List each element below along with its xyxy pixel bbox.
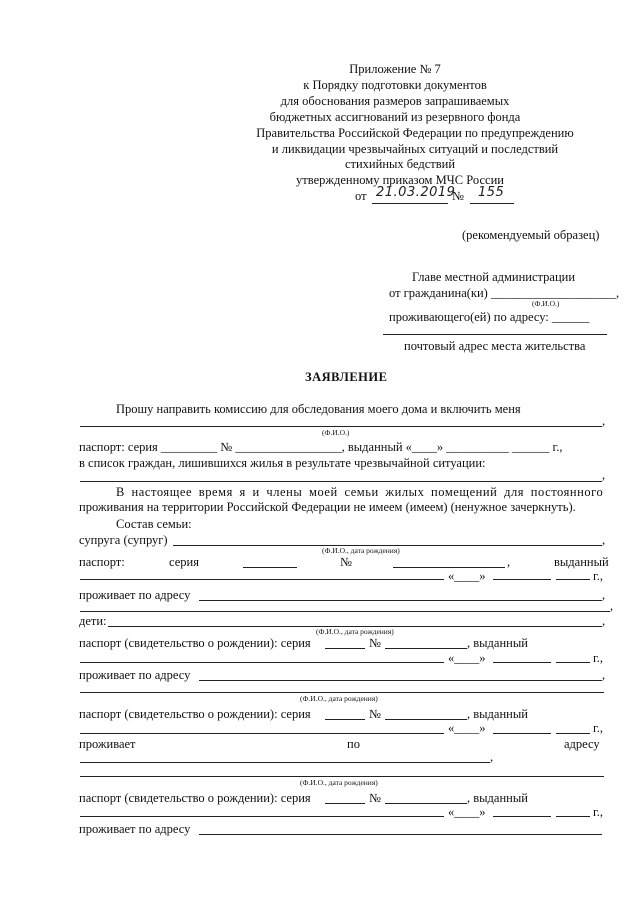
number-label: № xyxy=(340,555,352,569)
lives-at-label: проживает по адресу xyxy=(79,588,191,602)
statement-line-2: проживания на территории Российской Федерации не имеем (имеем) (ненужное зачеркнуть). xyxy=(79,500,576,514)
comma: , xyxy=(602,468,606,482)
series-line xyxy=(325,803,365,804)
date-quotes: «____» xyxy=(448,651,486,665)
spouse-passport-label: паспорт: xyxy=(79,555,125,569)
document-title: ЗАЯВЛЕНИЕ xyxy=(305,370,388,384)
addressee-from: от гражданина(ки) ____________________, xyxy=(389,286,620,300)
date-month-line xyxy=(493,733,551,734)
address-line xyxy=(199,834,602,835)
comma: , xyxy=(602,414,606,428)
appendix-line: стихийных бедствий xyxy=(344,157,456,171)
appendix-line: и ликвидации чрезвычайных ситуаций и последствий xyxy=(271,142,559,156)
fio-dob-caption: (Ф.И.О., дата рождения) xyxy=(300,778,378,787)
issued-line xyxy=(80,733,444,734)
address-line xyxy=(80,762,490,763)
address-line xyxy=(80,611,610,612)
date-prefix: от xyxy=(355,189,367,203)
comma: , xyxy=(602,588,606,602)
addressee-fio-caption: (Ф.И.О.) xyxy=(532,299,560,308)
date-quotes: «____» xyxy=(448,569,486,583)
year-suffix: г., xyxy=(593,805,603,819)
issued-label: , выданный xyxy=(467,791,528,805)
comma: , xyxy=(602,533,606,547)
request-text: Прошу направить комиссию для обследования моего дома и включить меня xyxy=(116,402,521,416)
fio-dob-caption: (Ф.И.О., дата рождения) xyxy=(300,694,378,703)
appendix-line: Правительства Российской Федерации по предупреждению xyxy=(256,126,574,140)
date-underline xyxy=(372,203,448,204)
blank-line xyxy=(80,481,602,482)
child-fio-line xyxy=(80,776,604,777)
appendix-line: утвержденному приказом МЧС России xyxy=(296,173,504,187)
date-year-line xyxy=(556,816,590,817)
postal-address-caption: почтовый адрес места жительства xyxy=(404,339,586,353)
fio-caption: (Ф.И.О.) xyxy=(322,428,350,437)
appendix-line: для обоснования размеров запрашиваемых xyxy=(280,94,510,108)
child-passport-label: паспорт (свидетельство о рождении): серия xyxy=(79,636,311,650)
date-quotes: «____» xyxy=(448,805,486,819)
issued-label: , выданный xyxy=(467,636,528,650)
address-label: адресу xyxy=(564,737,600,751)
statement-line-1: В настоящее время я и члены моей семьи жилых помещений для постоянного xyxy=(116,485,604,499)
comma: , xyxy=(507,555,511,569)
comma: , xyxy=(602,668,606,682)
comma: , xyxy=(610,599,614,613)
appendix-line: к Порядку подготовки документов xyxy=(303,78,487,92)
number-label: № xyxy=(369,791,381,805)
issued-line xyxy=(80,579,444,580)
address-line xyxy=(199,680,602,681)
appendix-number: Приложение № 7 xyxy=(349,62,441,76)
number-line xyxy=(393,567,505,568)
series-line xyxy=(325,719,365,720)
address-line xyxy=(199,600,602,601)
child-passport-label: паспорт (свидетельство о рождении): серия xyxy=(79,707,311,721)
comma: , xyxy=(602,614,606,628)
date-month-line xyxy=(493,816,551,817)
number-label: № xyxy=(369,636,381,650)
date-quotes: «____» xyxy=(448,721,486,735)
fio-dob-caption: (Ф.И.О., дата рождения) xyxy=(322,546,400,555)
po-label: по xyxy=(347,737,360,751)
issued-label: выданный xyxy=(554,555,609,569)
spouse-label: супруга (супруг) xyxy=(79,533,168,547)
series-label: серия xyxy=(169,555,199,569)
fio-dob-caption: (Ф.И.О., дата рождения) xyxy=(316,627,394,636)
date-year-line xyxy=(556,733,590,734)
series-line xyxy=(243,567,297,568)
year-suffix: г., xyxy=(593,721,603,735)
appendix-line: бюджетных ассигнований из резервного фонда xyxy=(269,110,521,124)
child-fio-line xyxy=(80,692,604,693)
addressee-to: Главе местной администрации xyxy=(412,270,576,284)
comma: , xyxy=(490,750,494,764)
date-year-line xyxy=(556,579,590,580)
date-month-line xyxy=(493,662,551,663)
series-line xyxy=(325,648,365,649)
children-label: дети: xyxy=(79,614,107,628)
date-month-line xyxy=(493,579,551,580)
lives-label: проживает xyxy=(79,737,136,751)
issued-line xyxy=(80,816,444,817)
lives-at-label: проживает по адресу xyxy=(79,668,191,682)
passport-line: паспорт: серия _________ № _________________, выданный «____» __________ ______ г., xyxy=(79,440,563,454)
handwritten-date: 21.03.2019 xyxy=(376,185,456,200)
sample-note: (рекомендуемый образец) xyxy=(462,228,600,242)
number-prefix: № xyxy=(452,189,464,203)
date-year-line xyxy=(556,662,590,663)
number-line xyxy=(385,803,467,804)
fio-line xyxy=(80,426,602,427)
number-line xyxy=(385,648,467,649)
year-suffix: г., xyxy=(593,569,603,583)
address-line xyxy=(383,334,607,335)
number-line xyxy=(385,719,467,720)
addressee-address: проживающего(ей) по адресу: ______ xyxy=(389,310,590,324)
number-label: № xyxy=(369,707,381,721)
number-underline xyxy=(470,203,514,204)
issued-label: , выданный xyxy=(467,707,528,721)
child-passport-label: паспорт (свидетельство о рождении): серия xyxy=(79,791,311,805)
issued-line xyxy=(80,662,444,663)
year-suffix: г., xyxy=(593,651,603,665)
handwritten-number: 155 xyxy=(478,185,505,200)
family-heading: Состав семьи: xyxy=(116,517,192,531)
list-line: в список граждан, лишившихся жилья в результате чрезвычайной ситуации: xyxy=(79,456,486,470)
lives-at-label: проживает по адресу xyxy=(79,822,191,836)
